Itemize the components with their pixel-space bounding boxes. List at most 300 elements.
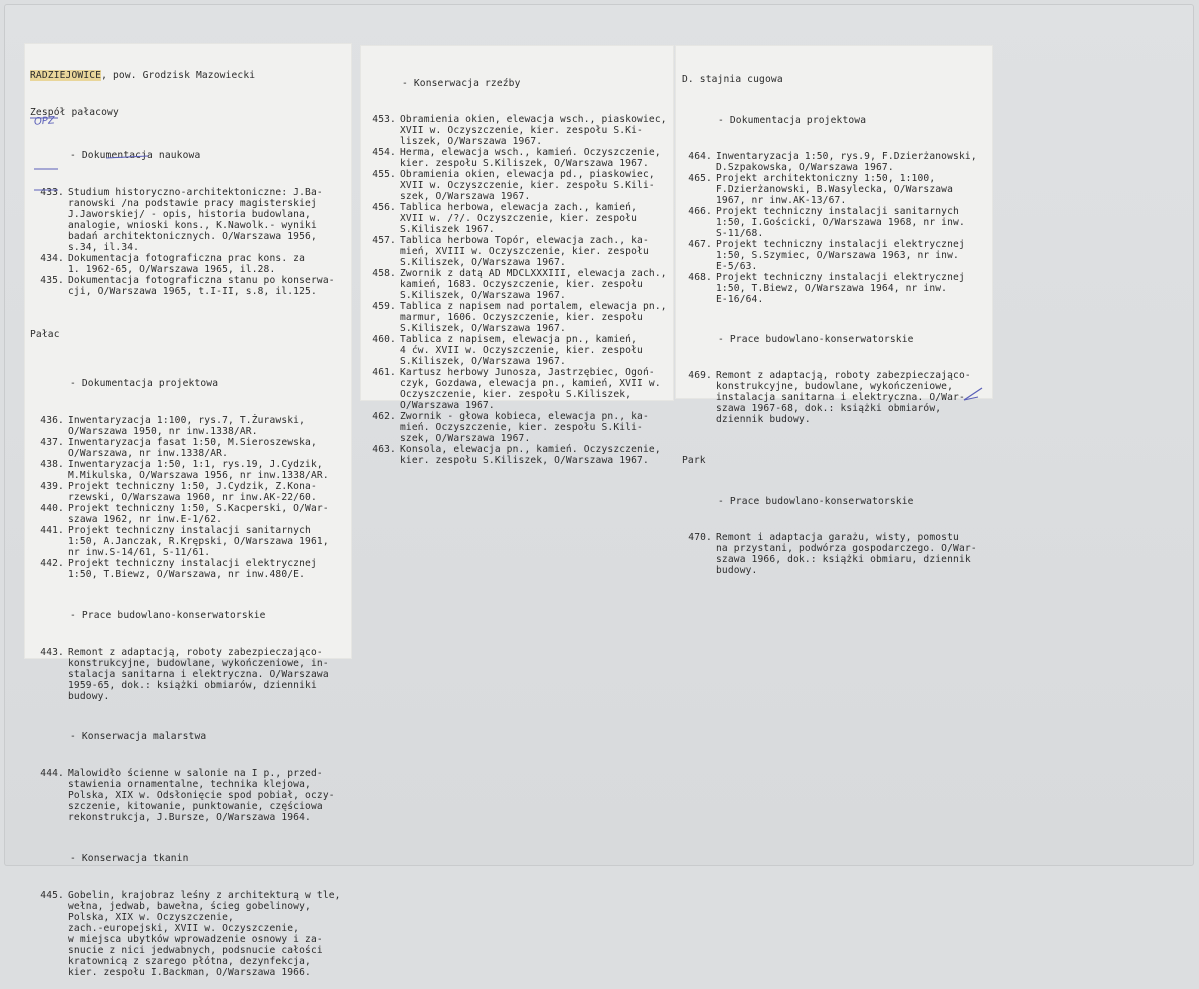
place-name: RADZIEJOWICE [30, 70, 102, 81]
entry-line [30, 779, 350, 790]
entry-line [362, 301, 674, 312]
entries-445 [30, 890, 350, 978]
section-stajnia: D. stajnia cugowa [682, 74, 783, 85]
entry-line [678, 173, 994, 184]
entry-line [30, 547, 350, 558]
entry [362, 444, 674, 466]
entry-line [362, 433, 674, 444]
entry [678, 272, 994, 305]
entry-number-spacer [678, 228, 716, 239]
entry-number-spacer [30, 536, 68, 547]
entry-number-spacer [30, 801, 68, 812]
entry-number-spacer [30, 967, 68, 978]
entry-line [362, 279, 674, 290]
entry-number-spacer [30, 779, 68, 790]
entry-number: 437. [40, 437, 64, 448]
entry-text: Studium historyczno-architektoniczne: J.Ba- [68, 187, 323, 198]
entry-number-spacer [362, 125, 400, 136]
entry-text: S.Kiliszek, O/Warszawa 1967. [400, 356, 566, 367]
entry-number: 441. [40, 525, 64, 536]
entry-number-spacer [30, 220, 68, 231]
entry-number-spacer [362, 345, 400, 356]
entry-line [678, 414, 994, 425]
entry-number-spacer [362, 433, 400, 444]
column-2 [362, 56, 674, 477]
entry-number-spacer [30, 680, 68, 691]
entry-number-spacer [30, 286, 68, 297]
entry-number: 458. [372, 268, 396, 279]
entry-text: 4 ćw. XVII w. Oczyszczenie, kier. zespołu [400, 345, 643, 356]
entry-number-spacer [362, 389, 400, 400]
section-park: Park [682, 455, 706, 466]
entry-number-spacer [678, 565, 716, 576]
entry-text: stawienia ornamentalne, technika klejowa, [68, 779, 311, 790]
entry-line [678, 381, 994, 392]
entry-text: Projekt techniczny 1:50, J.Cydzik, Z.Kona- [68, 481, 317, 492]
section-dokumentacja-projektowa-stajnia: - Dokumentacja projektowa [718, 115, 867, 126]
entry-line [362, 235, 674, 246]
entry-text: szek, O/Warszawa 1967. [400, 433, 531, 444]
entry-number: 442. [40, 558, 64, 569]
entry-text: Polska, XIX w. Oczyszczenie, [68, 912, 234, 923]
entry-number-spacer [30, 242, 68, 253]
entry-number-spacer [678, 381, 716, 392]
entry-text: czyk, Gozdawa, elewacja pn., kamień, XVII w. [400, 378, 661, 389]
entry-text: Zwornik - głowa kobieca, elewacja pn., ka- [400, 411, 649, 422]
section-palac: Pałac [30, 329, 60, 340]
entry-number-spacer [30, 264, 68, 275]
entry-number-spacer [678, 184, 716, 195]
entry [678, 239, 994, 272]
entry-text: budowy. [716, 565, 758, 576]
entry-line [362, 202, 674, 213]
entry-line [30, 492, 350, 503]
section-konserwacja-tkanin: - Konserwacja tkanin [70, 853, 189, 864]
entry-text: XVII w. Oczyszczenie, kier. zespołu S.Kili- [400, 180, 655, 191]
entry-text: Polska, XIX w. Odsłonięcie spod pobiał, oczy- [68, 790, 335, 801]
entry-line [678, 261, 994, 272]
entry-number-spacer [362, 279, 400, 290]
entry-text: zach.-europejski, XVII w. Oczyszczenie, [68, 923, 300, 934]
entry-text: budowy. [68, 691, 110, 702]
entry-line [30, 514, 350, 525]
entry-line [362, 389, 674, 400]
entry-number-spacer [678, 261, 716, 272]
entry-number-spacer [362, 378, 400, 389]
entry-text: S.Kiliszek, O/Warszawa 1967. [400, 257, 566, 268]
entry-text: XVII w. /?/. Oczyszczenie, kier. zespołu [400, 213, 638, 224]
entry [30, 459, 350, 481]
entry-line [678, 184, 994, 195]
entry-text: S.Kiliszek, O/Warszawa 1967. [400, 323, 566, 334]
entry-number-spacer [30, 812, 68, 823]
entry-text: Dokumentacja fotograficzna prac kons. za [68, 253, 306, 264]
entry [362, 147, 674, 169]
entry-line [30, 198, 350, 209]
entry [362, 411, 674, 444]
entry-text: Herma, elewacja wsch., kamień. Oczyszczenie, [400, 147, 661, 158]
entry-text: Inwentaryzacja 1:50, rys.9, F.Dzierżanowski, [716, 151, 977, 162]
entry [30, 525, 350, 558]
entry-text: Obramienia okien, elewacja pd., piaskowiec, [400, 169, 655, 180]
entry-line [30, 967, 350, 978]
entry-number-spacer [362, 191, 400, 202]
entry-text: F.Dzierżanowski, B.Wasylecka, O/Warszawa [716, 184, 954, 195]
entry-number-spacer [362, 257, 400, 268]
entry-text: Zwornik z datą AD MDCLXXXIII, elewacja zach., [400, 268, 667, 279]
entry-line [362, 444, 674, 455]
entry-number-spacer [30, 956, 68, 967]
entry-line [362, 422, 674, 433]
entry-line [30, 558, 350, 569]
column-3 [678, 52, 994, 587]
entry-line [362, 257, 674, 268]
entry-text: O/Warszawa 1967. [400, 400, 495, 411]
entry-line [30, 956, 350, 967]
entry [362, 169, 674, 202]
entry-text: M.Mikulska, O/Warszawa 1956, nr inw.1338/AR. [68, 470, 329, 481]
section-dokumentacja-naukowa: - Dokumentacja naukowa [70, 150, 201, 161]
entry-number-spacer [30, 945, 68, 956]
entry-line [30, 286, 350, 297]
entry-line [362, 191, 674, 202]
entry [362, 268, 674, 301]
entry-text: mień. Oczyszczenie, kier. zespołu S.Kili- [400, 422, 643, 433]
entry-line [30, 912, 350, 923]
entry-text: S.Kiliszek 1967. [400, 224, 495, 235]
entry-line [30, 448, 350, 459]
entry-text: kratownicą z szarego płótna, dezynfekcja, [68, 956, 311, 967]
entry-line [30, 415, 350, 426]
entry-line [30, 691, 350, 702]
entry [362, 114, 674, 147]
entry-line [30, 503, 350, 514]
entry-text: Malowidło ścienne w salonie na I p., przed- [68, 768, 323, 779]
entry-text: Kartusz herbowy Junosza, Jastrzębiec, Ogoń- [400, 367, 655, 378]
entry-number: 444. [40, 768, 64, 779]
entry-line [678, 283, 994, 294]
entry-line [362, 455, 674, 466]
entry-number-spacer [362, 312, 400, 323]
entry-number-spacer [678, 294, 716, 305]
entry-text: Inwentaryzacja 1:50, 1:1, rys.19, J.Cydzik, [68, 459, 323, 470]
entry-line [362, 268, 674, 279]
header-line [30, 70, 350, 81]
entry-number: 457. [372, 235, 396, 246]
entry [30, 768, 350, 823]
entry-text: instalacja sanitarna i elektryczna. O/War- [716, 392, 965, 403]
entry [362, 367, 674, 411]
entry-line [678, 217, 994, 228]
entries-433-435 [30, 187, 350, 297]
entry-line [678, 228, 994, 239]
entry-text: stalacja sanitarna i elektryczna. O/Warszawa [68, 669, 329, 680]
entry-number-spacer [362, 180, 400, 191]
entry-text: na przystani, podwórza gospodarczego. O/War- [716, 543, 977, 554]
entry-line [30, 680, 350, 691]
entry-line [30, 231, 350, 242]
entry-line [30, 647, 350, 658]
entry-line [362, 378, 674, 389]
entry-number-spacer [30, 514, 68, 525]
entry-number-spacer [678, 162, 716, 173]
entry-line [30, 923, 350, 934]
entry-number-spacer [678, 283, 716, 294]
section-prace-stajnia: - Prace budowlano-konserwatorskie [718, 334, 914, 345]
entry-text: Dokumentacja fotograficzna stanu po konserwa- [68, 275, 335, 286]
entry-text: konstrukcyjne, budowlane, wykończeniowe, in- [68, 658, 329, 669]
entry-number: 435. [40, 275, 64, 286]
entry-line [678, 250, 994, 261]
entry [678, 370, 994, 425]
entry-line [362, 213, 674, 224]
entry-number: 454. [372, 147, 396, 158]
entry-text: Projekt architektoniczny 1:50, 1:100, [716, 173, 936, 184]
entry-text: Projekt techniczny instalacji elektrycznej [716, 272, 965, 283]
entry-number-spacer [30, 923, 68, 934]
section-konserwacja-malarstwa: - Konserwacja malarstwa [70, 731, 207, 742]
entry-number-spacer [678, 392, 716, 403]
entry-number: 464. [688, 151, 712, 162]
entry-text: badań architektonicznych. O/Warszawa 1956, [68, 231, 317, 242]
entry-text: Obramienia okien, elewacja wsch., piaskowiec, [400, 114, 667, 125]
entry-text: mień, XVIII w. Oczyszczenie, kier. zespołu [400, 246, 649, 257]
entry-text: w miejsca ubytków wprowadzenie osnowy i za- [68, 934, 323, 945]
entry-text: Projekt techniczny instalacji sanitarnych [68, 525, 311, 536]
entries-453-463 [362, 114, 674, 466]
entry-number: 436. [40, 415, 64, 426]
entry-text: wełna, jedwab, bawełna, ścieg gobelinowy, [68, 901, 311, 912]
entry-number: 433. [40, 187, 64, 198]
entry-line [678, 239, 994, 250]
entry-line [30, 945, 350, 956]
entry-text: 1:50, I.Gościcki, O/Warszawa 1968, nr inw. [716, 217, 965, 228]
entry-number-spacer [362, 356, 400, 367]
entry-number-spacer [678, 554, 716, 565]
entry-text: J.Jaworskiej/ - opis, historia budowlana, [68, 209, 311, 220]
entry-text: s.34, il.34. [68, 242, 140, 253]
entry-line [678, 554, 994, 565]
entry-number-spacer [30, 901, 68, 912]
entry-line [30, 790, 350, 801]
entry-text: E-16/64. [716, 294, 764, 305]
entry-line [678, 403, 994, 414]
entry-line [362, 147, 674, 158]
entry-text: szawa 1966, dok.: książki obmiaru, dziennik [716, 554, 971, 565]
entry-number: 463. [372, 444, 396, 455]
entry-text: snucie z nici jedwabnych, podsnucie całości [68, 945, 323, 956]
entry-line [362, 114, 674, 125]
entries-470 [678, 532, 994, 576]
entry-number-spacer [362, 246, 400, 257]
entry [362, 235, 674, 268]
entry-number-spacer [362, 455, 400, 466]
entry-line [30, 470, 350, 481]
entry-text: liszek, O/Warszawa 1967. [400, 136, 543, 147]
entry-number-spacer [30, 912, 68, 923]
entry-number-spacer [362, 224, 400, 235]
entry-text: dziennik budowy. [716, 414, 811, 425]
entry-text: kier. zespołu I.Backman, O/Warszawa 1966. [68, 967, 311, 978]
entry-text: 1:50, T.Biewz, O/Warszawa, nr inw.480/E. [68, 569, 306, 580]
entry-text: szawa 1967-68, dok.: książki obmiarów, [716, 403, 942, 414]
entry-line [30, 264, 350, 275]
entry-line [362, 290, 674, 301]
entry [362, 301, 674, 334]
entry-number: 469. [688, 370, 712, 381]
entry-text: rekonstrukcja, J.Bursze, O/Warszawa 1964. [68, 812, 311, 823]
entry-text: Gobelin, krajobraz leśny z architekturą w tle, [68, 890, 341, 901]
entries-444 [30, 768, 350, 823]
entry-number-spacer [30, 658, 68, 669]
entry [30, 437, 350, 459]
entry [30, 187, 350, 253]
entry-number: 439. [40, 481, 64, 492]
entry-line [30, 437, 350, 448]
entry-line [678, 294, 994, 305]
entry-number-spacer [30, 231, 68, 242]
entry-line [362, 345, 674, 356]
entry-number-spacer [30, 790, 68, 801]
entry-text: O/Warszawa 1950, nr inw.1338/AR. [68, 426, 258, 437]
entry-line [30, 242, 350, 253]
section-prace-park: - Prace budowlano-konserwatorskie [718, 496, 914, 507]
entry-line [30, 536, 350, 547]
entry-text: Inwentaryzacja fasat 1:50, M.Sieroszewska, [68, 437, 317, 448]
entry-number: 440. [40, 503, 64, 514]
entry-number-spacer [30, 669, 68, 680]
entry-number: 455. [372, 169, 396, 180]
entry-text: Inwentaryzacja 1:100, rys.7, T.Żurawski, [68, 415, 306, 426]
entry-number-spacer [678, 403, 716, 414]
entry-number: 459. [372, 301, 396, 312]
entry-text: Tablica z napisem nad portalem, elewacja pn., [400, 301, 667, 312]
entry-number-spacer [678, 195, 716, 206]
entry-line [362, 125, 674, 136]
entry-line [362, 169, 674, 180]
entry-text: szek, O/Warszawa 1967. [400, 191, 531, 202]
entry-text: Projekt techniczny instalacji elektrycznej [68, 558, 317, 569]
entry-line [362, 356, 674, 367]
entry-line [678, 532, 994, 543]
entry-text: szczenie, kitowanie, punktowanie, częściowa [68, 801, 323, 812]
entry-text: 1. 1962-65, O/Warszawa 1965, il.28. [68, 264, 276, 275]
entry-text: rzewski, O/Warszawa 1960, nr inw.AK-22/60. [68, 492, 317, 503]
entry-number-spacer [678, 250, 716, 261]
entry-line [678, 543, 994, 554]
entry-number: 465. [688, 173, 712, 184]
entry-number-spacer [30, 448, 68, 459]
entry-line [678, 392, 994, 403]
entry-number-spacer [362, 400, 400, 411]
entry [678, 173, 994, 206]
entry-text: 1:50, A.Janczak, R.Krępski, O/Warszawa 1961, [68, 536, 329, 547]
entry-number-spacer [362, 158, 400, 169]
entry-number: 445. [40, 890, 64, 901]
entry-line [362, 367, 674, 378]
entry-number-spacer [30, 426, 68, 437]
entry-line [362, 411, 674, 422]
entry-text: Remont i adaptacja garażu, wisty, pomostu [716, 532, 959, 543]
entry-line [678, 370, 994, 381]
entry-text: nr inw.S-14/61, S-11/61. [68, 547, 211, 558]
entry-line [362, 180, 674, 191]
entry-text: konstrukcyjne, budowlane, wykończeniowe, [716, 381, 954, 392]
entry-number: 470. [688, 532, 712, 543]
entry [30, 503, 350, 525]
entry-number: 468. [688, 272, 712, 283]
column-1 [30, 48, 350, 989]
entry-text: kier. zespołu S.Kiliszek, O/Warszawa 1967. [400, 455, 649, 466]
entry-line [30, 669, 350, 680]
entries-464-468 [678, 151, 994, 305]
entry-text: 1967, nr inw.AK-13/67. [716, 195, 847, 206]
entry-number-spacer [30, 934, 68, 945]
entry-text: Konsola, elewacja pn., kamień. Oczyszczenie, [400, 444, 661, 455]
entry-line [30, 890, 350, 901]
entry-text: O/Warszawa, nr inw.1338/AR. [68, 448, 228, 459]
entry-line [30, 187, 350, 198]
entry-number-spacer [678, 543, 716, 554]
entry-number: 461. [372, 367, 396, 378]
entry-number-spacer [30, 209, 68, 220]
entry-text: D.Szpakowska, O/Warszawa 1967. [716, 162, 894, 173]
entry-number-spacer [678, 217, 716, 228]
entry [362, 202, 674, 235]
entry-text: 1959-65, dok.: książki obmiarów, dzienniki [68, 680, 317, 691]
entry-number: 443. [40, 647, 64, 658]
entry-number-spacer [30, 492, 68, 503]
entry-line [30, 801, 350, 812]
entry-line [30, 901, 350, 912]
entry-line [678, 151, 994, 162]
entry [30, 647, 350, 702]
entry-number-spacer [362, 213, 400, 224]
entry-number: 467. [688, 239, 712, 250]
entry-line [30, 934, 350, 945]
entry-text: 1:50, T.Biewz, O/Warszawa 1964, nr inw. [716, 283, 948, 294]
entry-text: kier. zespołu S.Kiliszek, O/Warszawa 1967. [400, 158, 649, 169]
section-konserwacja-rzezby: - Konserwacja rzeźby [402, 78, 521, 89]
entry-number-spacer [30, 547, 68, 558]
entry-line [30, 459, 350, 470]
entry [678, 532, 994, 576]
entry-line [362, 323, 674, 334]
entry-line [362, 400, 674, 411]
entry-number-spacer [30, 198, 68, 209]
entry [30, 275, 350, 297]
entry-text: 1:50, S.Szymiec, O/Warszawa 1963, nr inw. [716, 250, 959, 261]
entry-number: 460. [372, 334, 396, 345]
entry [30, 481, 350, 503]
entries-436-442 [30, 415, 350, 580]
entry-line [30, 569, 350, 580]
entry-number-spacer [362, 422, 400, 433]
entry-text: szawa 1962, nr inw.E-1/62. [68, 514, 223, 525]
entry-line [362, 312, 674, 323]
entry-text: marmur, 1606. Oczyszczenie, kier. zespołu [400, 312, 643, 323]
entry-text: XVII w. Oczyszczenie, kier. zespołu S.Ki- [400, 125, 643, 136]
entry [30, 890, 350, 978]
entry-line [30, 426, 350, 437]
entry-text: kamień, 1683. Oczyszczenie, kier. zespołu [400, 279, 643, 290]
entry-text: S.Kiliszek, O/Warszawa 1967. [400, 290, 566, 301]
entry-line [30, 209, 350, 220]
entry-text: cji, O/Warszawa 1965, t.I-II, s.8, il.125. [68, 286, 317, 297]
margin-mark-opz: OPZ [33, 115, 56, 128]
entry-line [30, 525, 350, 536]
entry-text: ranowski /na podstawie pracy magisterskiej [68, 198, 317, 209]
